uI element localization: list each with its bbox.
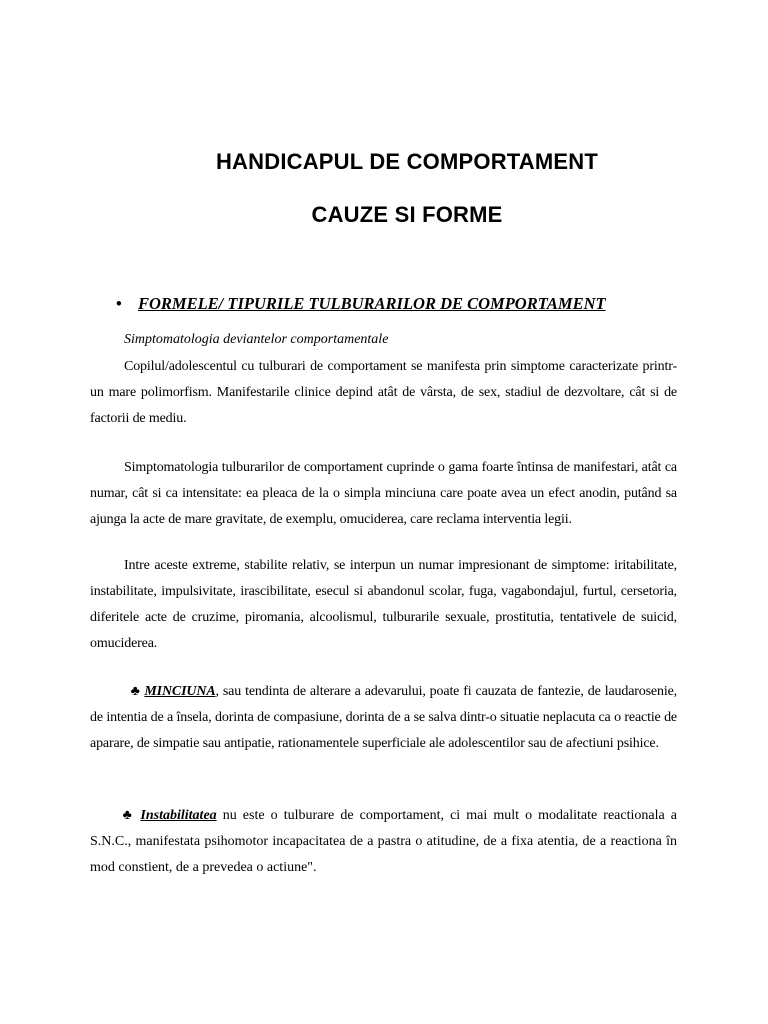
section-heading <box>116 294 606 314</box>
term-minciuna: MINCIUNA <box>144 684 216 699</box>
paragraph-text: Simptomatologia tulburarilor de comportament cuprinde o gama foarte întinsa de manifestari, atât ca numar, cât si ca intensitate: ea pleaca de la o simpla minciuna care poate avea un efect anodin, putând sa ajunga la acte de mare gravitate, de exemplu, omuciderea, care reclama interventia legii. <box>90 460 677 527</box>
paragraph <box>90 354 677 432</box>
term-instabilitatea: Instabilitatea <box>140 808 217 823</box>
document-title: HANDICAPUL DE COMPORTAMENT <box>215 149 599 174</box>
paragraph-text: Copilul/adolescentul cu tulburari de comportament se manifesta prin simptome caracterizate printr-un mare polimorfism. Manifestarile clinice depind atât de vârsta, de sex, stadiul de dezvoltare, cât si de factorii de mediu. <box>90 359 677 426</box>
paragraph-text: Intre aceste extreme, stabilite relativ, se interpun un numar impresionant de simptome: iritabilitate, instabilitate, impulsivitate, irascibilitate, esecul si abandonul scolar, fuga, vagabondajul, furtul, cersetoria, diferitele acte de cruzime, piromania, alcoolismul, tulburarile sexuale, prostitutia, tentativele de suicid, omuciderea. <box>90 558 677 651</box>
club-icon: ♣ <box>120 808 135 823</box>
section-heading-text: FORMELE/ TIPURILE TULBURARILOR DE COMPORTAMENT <box>138 294 606 313</box>
paragraph-text: nu este o tulburare de comportament, ci mai mult o modalitate reactionala a S.N.C., manifestata psihomotor incapacitatea de a pastra o atitudine, de a fixa atentia, de a reactiona în mod constient, de a prevedea o actiune". <box>90 808 678 875</box>
paragraph <box>90 455 677 533</box>
paragraph-instabilitatea <box>90 803 677 881</box>
club-icon: ♣ <box>130 684 141 699</box>
section-subheading: Simptomatologia deviantelor comportamentale <box>124 332 389 347</box>
document-subtitle: CAUZE SI FORME <box>311 202 503 227</box>
bullet-icon: • <box>116 294 122 313</box>
paragraph <box>90 553 677 657</box>
paragraph-text: , sau tendinta de alterare a adevarului, poate fi cauzata de fantezie, de laudarosenie, de intentia de a însela, dorinta de compasiune, dorinta de a se salva dintr-o situatie neplacuta ca o reactie de aparare, de simpatie sau antipatie, rationamentele superficiale ale adolescentilor sau de afectiuni psihice. <box>90 684 678 751</box>
paragraph-minciuna <box>90 679 677 757</box>
